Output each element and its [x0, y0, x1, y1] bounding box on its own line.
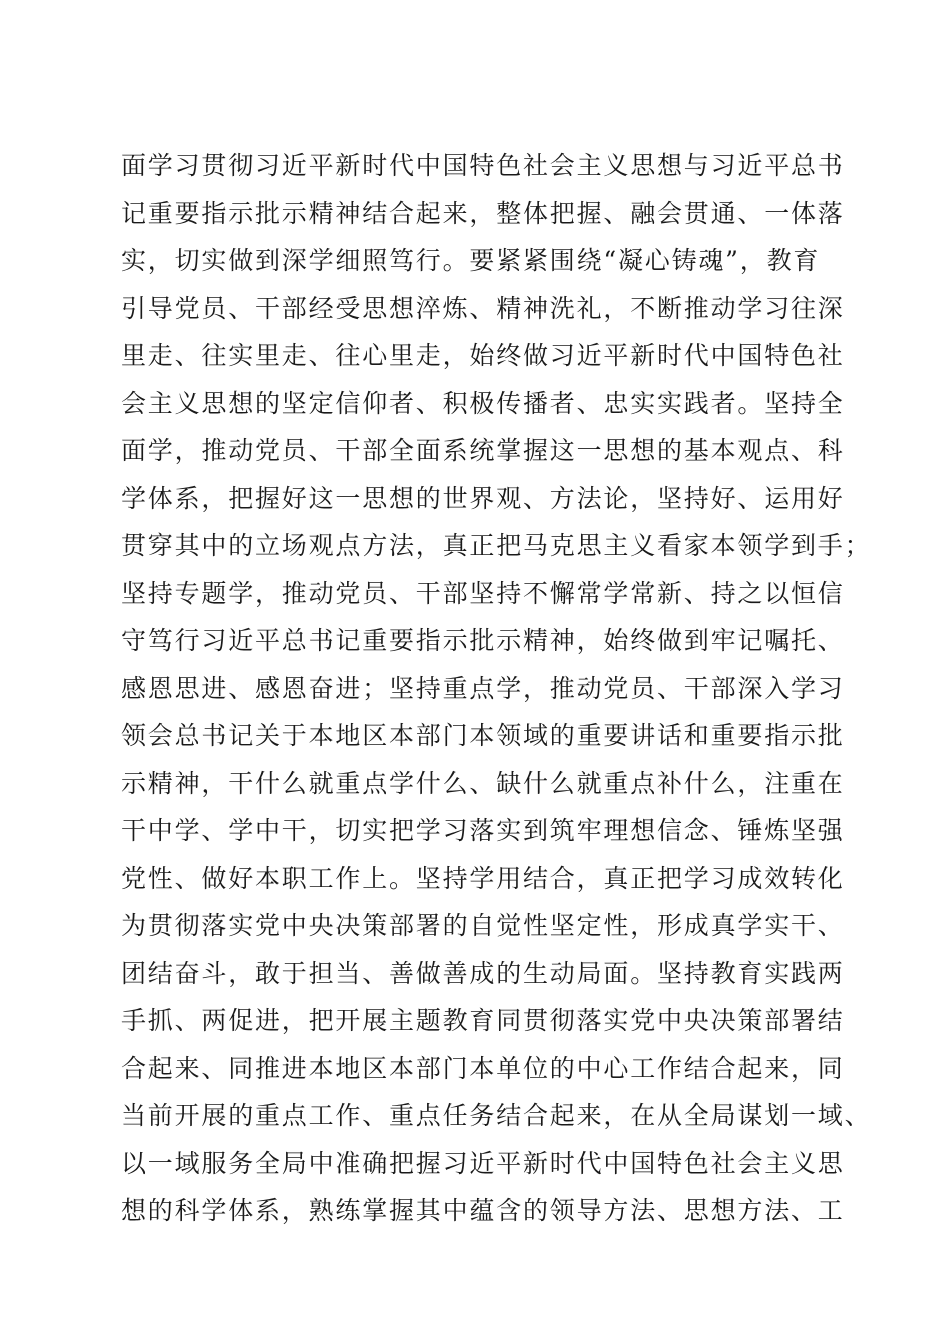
text-line: 党性、做好本职工作上。坚持学用结合，真正把学习成效转化: [121, 863, 845, 893]
text-line: 会主义思想的坚定信仰者、积极传播者、忠实实践者。坚持全: [121, 388, 845, 418]
text-line: 以一域服务全局中准确把握习近平新时代中国特色社会主义思: [121, 1148, 845, 1178]
text-line: 手抓、两促进，把开展主题教育同贯彻落实党中央决策部署结: [121, 1006, 845, 1035]
text-line: 合起来、同推进本地区本部门本单位的中心工作结合起来，同: [121, 1053, 845, 1083]
text-line: 守笃行习近平总书记重要指示批示精神，始终做到牢记嘱托、: [121, 626, 845, 655]
text-line: 记重要指示批示精神结合起来，整体把握、融会贯通、一体落: [121, 198, 845, 228]
text-line: 想的科学体系，熟练掌握其中蕴含的领导方法、思想方法、工: [121, 1196, 845, 1225]
text-line: 示精神，干什么就重点学什么、缺什么就重点补什么，注重在: [121, 768, 845, 798]
text-line: 感恩思进、感恩奋进；坚持重点学，推动党员、干部深入学习: [121, 673, 845, 703]
text-line: 里走、往实里走、往心里走，始终做习近平新时代中国特色社: [121, 341, 845, 370]
text-line: 干中学、学中干，切实把学习落实到筑牢理想信念、锤炼坚强: [121, 816, 845, 845]
text-line: 当前开展的重点工作、重点任务结合起来，在从全局谋划一域、: [121, 1101, 872, 1130]
text-line: 坚持专题学，推动党员、干部坚持不懈常学常新、持之以恒信: [121, 578, 845, 608]
text-line: 团结奋斗，敢于担当、善做善成的生动局面。坚持教育实践两: [121, 958, 845, 988]
text-line: 为贯彻落实党中央决策部署的自觉性坚定性，形成真学实干、: [121, 911, 845, 940]
text-line: 领会总书记关于本地区本部门本领域的重要讲话和重要指示批: [121, 721, 845, 750]
text-line: 面学，推动党员、干部全面系统掌握这一思想的基本观点、科: [121, 436, 845, 465]
text-line: 贯穿其中的立场观点方法，真正把马克思主义看家本领学到手；: [121, 531, 872, 560]
text-line: 学体系，把握好这一思想的世界观、方法论，坚持好、运用好: [121, 483, 845, 513]
text-line: 引导党员、干部经受思想淬炼、精神洗礼，不断推动学习往深: [121, 293, 845, 323]
text-line: 实，切实做到深学细照笃行。要紧紧围绕“凝心铸魂”，教育: [121, 246, 821, 275]
body-paragraph: [121, 142, 872, 1235]
text-line: 面学习贯彻习近平新时代中国特色社会主义思想与习近平总书: [121, 151, 845, 180]
